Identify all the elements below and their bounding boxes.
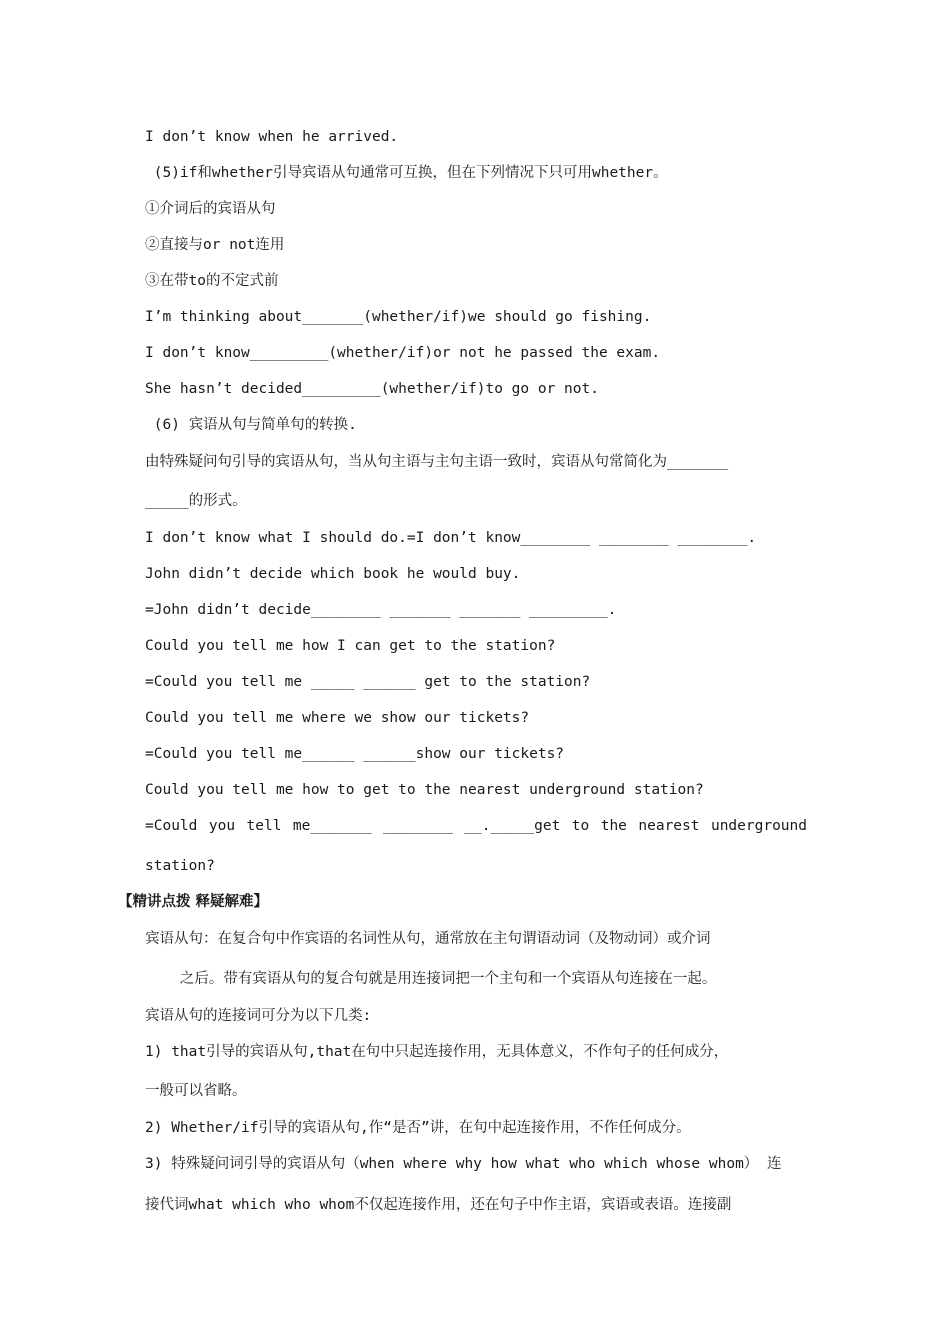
- text-line: ③在带to的不定式前: [145, 273, 279, 289]
- text-line: 2) Whether/if引导的宾语从句,作“是否”讲，在句中起连接作用，不作任何成分。: [145, 1120, 691, 1136]
- exercise-line: John didn’t decide which book he would buy.: [145, 566, 521, 582]
- text-line: (5)if和whether引导宾语从句通常可互换，但在下列情况下只可用whether。: [145, 165, 668, 181]
- exercise-line: =Could you tell me_______ ________ __._____get to the nearest underground: [145, 818, 807, 834]
- exercise-line: I don’t know_________(whether/if)or not he passed the exam.: [145, 345, 661, 361]
- text-line: 1) that引导的宾语从句,that在句中只起连接作用，无具体意义，不作句子的任何成分，: [145, 1044, 729, 1060]
- text-line: ①介词后的宾语从句: [145, 201, 276, 217]
- text-line: 宾语从句的连接词可分为以下几类:: [145, 1008, 372, 1024]
- text-line: ②直接与or not连用: [145, 237, 285, 253]
- exercise-line: =Could you tell me______ ______show our tickets?: [145, 746, 565, 762]
- exercise-line: She hasn’t decided_________(whether/if)to go or not.: [145, 381, 599, 397]
- text-line: I don’t know when he arrived.: [145, 129, 399, 145]
- exercise-line: =Could you tell me _____ ______ get to the station?: [145, 674, 591, 690]
- exercise-line: I’m thinking about_______(whether/if)we should go fishing.: [145, 309, 652, 325]
- section-label: (6) 宾语从句与简单句的转换.: [145, 417, 357, 433]
- text-line: 宾语从句：在复合句中作宾语的名词性从句，通常放在主句谓语动词（及物动词）或介词: [145, 931, 711, 947]
- exercise-line: =John didn’t decide________ _______ _______ _________.: [145, 602, 617, 618]
- exercise-line: Could you tell me how to get to the nearest underground station?: [145, 782, 704, 798]
- exercise-line: I don’t know what I should do.=I don’t know________ ________ ________.: [145, 530, 757, 546]
- text-line: _____的形式。: [145, 493, 247, 509]
- exercise-line: Could you tell me where we show our tickets?: [145, 710, 530, 726]
- exercise-line: station?: [145, 858, 215, 874]
- text-line: 之后。带有宾语从句的复合句就是用连接词把一个主句和一个宾语从句连接在一起。: [145, 971, 717, 987]
- text-line: 由特殊疑问句引导的宾语从句，当从句主语与主句主语一致时，宾语从句常简化为_______: [145, 454, 729, 470]
- text-line: 3) 特殊疑问词引导的宾语从句（when where why how what who which whose whom） 连: [145, 1156, 782, 1172]
- section-heading: 【精讲点拨 释疑解难】: [118, 894, 269, 910]
- text-line: 一般可以省略。: [145, 1083, 247, 1099]
- text-line: 接代词what which who whom不仅起连接作用，还在句子中作主语，宾语或表语。连接副: [145, 1197, 732, 1213]
- exercise-line: Could you tell me how I can get to the station?: [145, 638, 556, 654]
